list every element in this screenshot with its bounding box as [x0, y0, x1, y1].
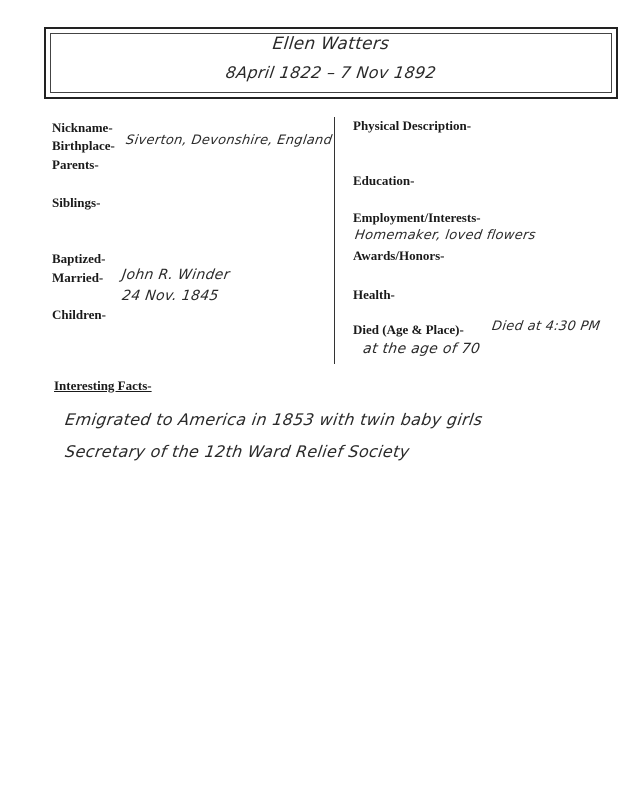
fact-line-2: Secretary of the 12th Ward Relief Society: [64, 442, 411, 461]
married-date: 24 Nov. 1845: [121, 288, 220, 304]
title-box: [44, 27, 618, 99]
awards-label: Awards/Honors-: [353, 248, 445, 263]
employment-value: Homemaker, loved flowers: [354, 228, 537, 243]
nickname-label: Nickname-: [52, 120, 113, 135]
baptized-label: Baptized-: [52, 251, 106, 266]
interesting-facts-label: Interesting Facts-: [54, 378, 152, 393]
birthplace-label: Birthplace-: [52, 138, 115, 153]
died-age: at the age of 70: [362, 341, 482, 357]
died-label: Died (Age & Place)-: [353, 322, 464, 337]
physical-description-label: Physical Description-: [353, 118, 472, 133]
life-dates: 8April 1822 – 7 Nov 1892: [224, 63, 438, 82]
fact-line-1: Emigrated to America in 1853 with twin baby girls: [64, 410, 484, 429]
children-label: Children-: [52, 307, 106, 322]
column-divider: [334, 117, 335, 364]
birthplace-value: Siverton, Devonshire, England: [125, 133, 334, 148]
died-time: Died at 4:30 PM: [491, 319, 602, 334]
married-spouse: John R. Winder: [121, 267, 231, 283]
education-label: Education-: [353, 173, 415, 188]
health-label: Health-: [353, 287, 395, 302]
married-label: Married-: [52, 270, 104, 285]
employment-label: Employment/Interests-: [353, 210, 481, 225]
siblings-label: Siblings-: [52, 195, 101, 210]
person-name: Ellen Watters: [271, 34, 391, 54]
parents-label: Parents-: [52, 157, 99, 172]
